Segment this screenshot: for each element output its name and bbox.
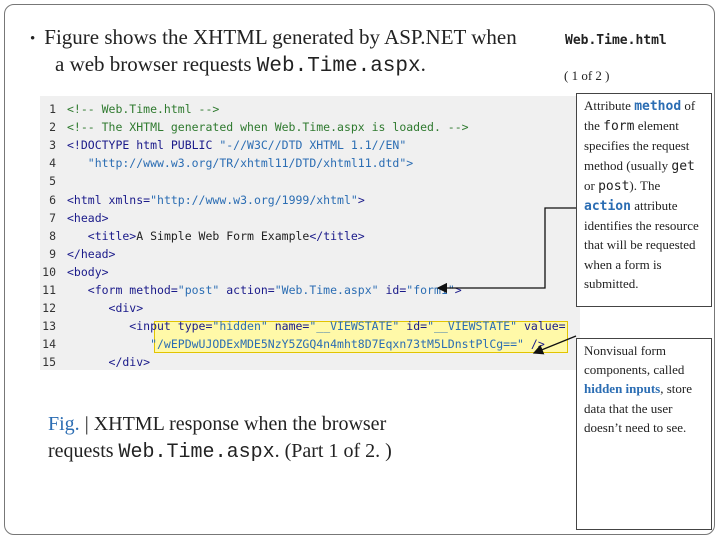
code-token: "form1"	[406, 283, 455, 297]
code-token: <html xmlns=	[67, 192, 151, 207]
callout-b-text: , store data that the user doesn’t need to see.	[584, 381, 693, 435]
line-number: 11	[42, 283, 56, 297]
callout-a-keyword-post: post	[598, 178, 630, 194]
callout-b-text: Nonvisual form components, called	[584, 343, 685, 378]
code-token: <input type=	[67, 319, 213, 334]
code-token: <!DOCTYPE html PUBLIC	[67, 138, 220, 153]
callout-a-keyword-get: get	[671, 158, 695, 174]
line-number: 14	[42, 337, 56, 352]
bullet-line2-prefix: a web browser requests	[55, 52, 257, 76]
line-number: 12	[42, 301, 56, 316]
callout-a-text: Attribute	[584, 98, 635, 113]
line-number: 7	[49, 210, 56, 225]
code-token: <div>	[67, 301, 144, 316]
line-number: 4	[49, 156, 56, 171]
line-number: 1	[49, 102, 56, 116]
bullet-line1-text: Figure shows the XHTML generated by ASP.NET when	[44, 25, 517, 49]
line-number: 6	[49, 192, 56, 207]
arrow-to-hidden-input	[534, 336, 576, 353]
code-token: <head>	[67, 210, 109, 225]
figure-label: Fig.	[48, 413, 80, 435]
code-token: "post"	[177, 283, 220, 297]
code-token: "http://www.w3.org/TR/xhtml11/DTD/xhtml11.dtd">	[67, 156, 414, 171]
caption-line2-suffix: . (Part 1 of 2. )	[274, 440, 392, 462]
bullet-line2-code: Web.Time.aspx	[256, 55, 421, 78]
code-token: "-//W3C//DTD XHTML 1.1//EN"	[219, 138, 407, 153]
callout-a-text: or	[584, 177, 599, 193]
arrow-to-form-line	[438, 208, 576, 288]
line-number: 9	[49, 246, 56, 261]
figure-separator: |	[79, 413, 94, 435]
code-token: </head>	[67, 246, 116, 261]
callout-a-text: ). The	[629, 177, 661, 193]
code-token: "/wEPDwUJODExMDE5NzY5ZGQ4n4mht8D7Eqxn73tM5LDnstPlCg=="	[67, 337, 524, 352]
code-token: />	[523, 337, 545, 352]
code-token: "__VIEWSTATE"	[427, 319, 518, 334]
callout-a-text: of the	[584, 98, 696, 134]
file-name-label: Web.Time.html	[565, 33, 667, 48]
callout-a-keyword-action: action	[584, 199, 631, 215]
caption-line2-prefix: requests	[48, 440, 119, 462]
bullet-icon: •	[30, 30, 36, 47]
code-token: action=	[219, 283, 275, 297]
code-token: A Simple Web Form Example	[136, 228, 310, 243]
callout-b-keyword-hidden-inputs: hidden inputs	[584, 381, 661, 397]
caption-line2-code: Web.Time.aspx	[118, 441, 275, 464]
line-number: 3	[49, 138, 56, 153]
code-token: <form method=	[67, 283, 178, 297]
line-number: 8	[49, 228, 56, 243]
caption-line1: XHTML response when the browser	[93, 413, 387, 435]
code-token: </div>	[67, 355, 151, 370]
code-token: </title>	[309, 228, 365, 243]
code-token: <title>	[67, 228, 137, 243]
line-number: 5	[49, 174, 56, 189]
callout-a-keyword-method: method	[634, 99, 682, 114]
code-token: >	[357, 192, 365, 207]
line-number: 10	[42, 264, 56, 279]
code-token: value=	[517, 319, 566, 334]
code-token: id=	[399, 319, 428, 334]
code-token: <body>	[67, 264, 109, 279]
callout-a-keyword-form: form	[603, 119, 635, 135]
code-token: "__VIEWSTATE"	[309, 319, 400, 334]
bullet-line2-suffix: .	[420, 52, 426, 76]
callout-a-text: element specifies the request method (usually	[584, 118, 690, 173]
code-token: "Web.Time.aspx"	[274, 283, 379, 297]
line-number: 2	[49, 120, 56, 135]
code-token: id=	[378, 283, 407, 297]
code-token: "http://www.w3.org/1999/xhtml"	[150, 192, 358, 207]
code-token: >	[454, 283, 462, 297]
line-number: 15	[42, 355, 56, 370]
page-indicator: ( 1 of 2 )	[564, 68, 610, 83]
code-token: <!-- The XHTML generated when Web.Time.aspx is loaded. -->	[67, 120, 469, 135]
callout-a-text: attribute identifies the resource that will be requested when a form is submitted.	[584, 198, 699, 291]
line-number: 13	[42, 319, 56, 334]
code-token: "hidden"	[212, 319, 268, 334]
code-token: name=	[267, 319, 310, 334]
code-token: <!-- Web.Time.html -->	[67, 102, 220, 116]
